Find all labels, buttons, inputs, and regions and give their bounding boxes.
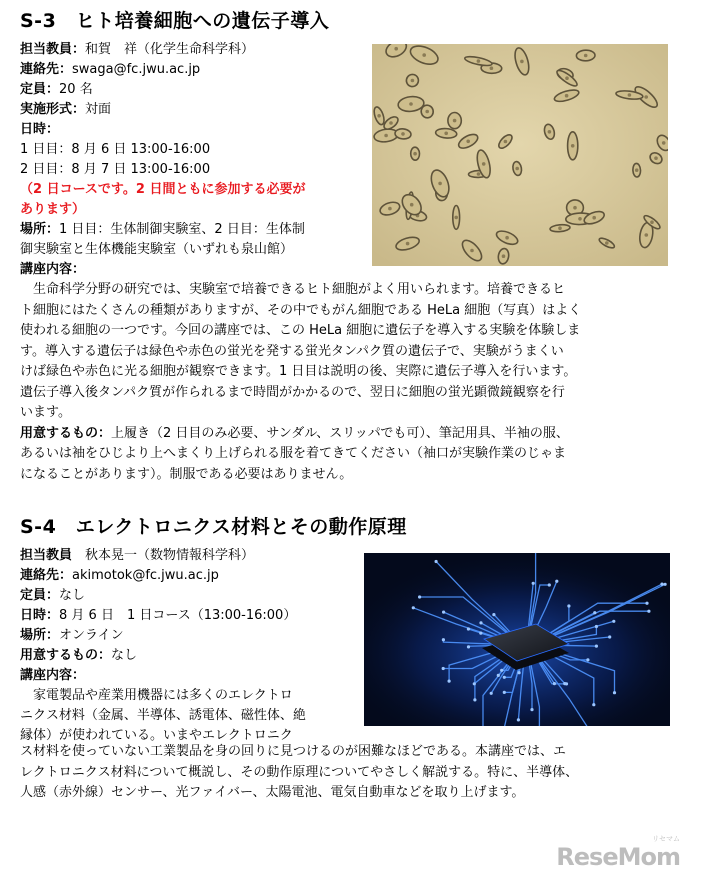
s4-title: S-4 エレクトロニクス材料とその動作原理: [20, 516, 407, 538]
cell-nucleus: [388, 207, 392, 211]
s3-content-line-7: います。: [20, 405, 71, 420]
circuit-pad: [567, 604, 570, 607]
cell-nucleus: [477, 172, 481, 176]
s4-details: [20, 546, 306, 746]
circuit-pad: [517, 718, 520, 721]
cell-nucleus: [662, 141, 666, 145]
cell-nucleus: [578, 217, 582, 221]
cell-nucleus: [438, 182, 442, 186]
circuit-pad: [595, 625, 598, 628]
s4-place: オンライン: [59, 628, 124, 643]
cell-nucleus: [389, 121, 393, 125]
s3-content-label: 講座内容：: [20, 262, 86, 277]
s4-content-wide-3: 人感（赤外線）センサー、光ファイバー、太陽電池、電気自動車などを取り上げます。: [20, 785, 525, 800]
s3-place-line2: 御実験室と生体機能実験室（いずれも泉山館）: [20, 242, 294, 257]
cell-nucleus: [628, 93, 632, 97]
s4-content-narrow-2: ニクス材料（金属、半導体、誘電体、磁性体、絶: [20, 708, 306, 723]
s3-items-line3: になることがあります）。制服である必要はありません。: [20, 466, 353, 482]
s3-teacher-label: 担当教員：: [20, 42, 86, 57]
resemom-logo-small: リセマム: [652, 835, 680, 843]
cell-nucleus: [584, 54, 588, 58]
cell-nucleus: [644, 95, 648, 99]
resemom-logo-text: ReseMom: [556, 843, 680, 871]
circuit-pad: [608, 635, 611, 638]
circuit-pad: [555, 580, 558, 583]
cell-nucleus: [410, 203, 414, 207]
s3-note-line1: （2 日コースです。2 日間ともに参加する必要が: [20, 182, 306, 197]
s3-place-label: 場所：: [20, 222, 60, 237]
cell-nucleus: [453, 119, 457, 123]
s4-contact-row: [20, 566, 306, 586]
s3-items-line2: あるいは袖をひじより上へまくり上げられる服を着てきてください（袖口が実験作業のじゃま: [20, 446, 567, 461]
s3-content: [20, 280, 682, 485]
circuit-pad: [593, 611, 596, 614]
circuit-pad: [532, 582, 535, 585]
circuit-pad: [448, 680, 451, 683]
s3-note-line2: あります）: [20, 202, 86, 217]
s4-content-narrow-3: 縁体）が使われている。いまやエレクトロニク: [20, 728, 293, 743]
cell-nucleus: [515, 167, 519, 171]
s4-datetime-row: [20, 606, 306, 626]
s4-items-row: [20, 646, 306, 666]
cell-nucleus: [505, 236, 509, 240]
s4-capacity: なし: [59, 588, 86, 603]
s4-place-label: 場所：: [20, 628, 60, 643]
circuit-pad: [647, 610, 650, 613]
s3-content-line-6: 遺伝子導入後タンパク質が作られるまで時間がかかるので、翌日に細胞の蛍光顕微鏡観察を行: [20, 384, 565, 400]
s3-content-line-3: 使われる細胞の一つです。今回の講座では、この HeLa 細胞に遺伝子を導入する実験を体験しま: [20, 323, 581, 338]
s3-details: [20, 40, 305, 280]
circuit-pad: [479, 621, 482, 624]
cell-nucleus: [504, 140, 508, 144]
s4-contact-label: 連絡先：: [20, 568, 73, 583]
cell-nucleus: [520, 60, 524, 64]
s4-place-row: [20, 626, 306, 646]
s3-capacity: 20 名: [59, 82, 93, 97]
s3-teacher-row: [20, 40, 305, 60]
s3-items-row: [20, 424, 682, 445]
cell-nucleus: [406, 242, 410, 246]
circuit-pad: [479, 632, 482, 635]
circuit-pad: [612, 620, 615, 623]
circuit-pad: [645, 602, 648, 605]
s3-title: S-3 ヒト培養細胞への遺伝子導入: [20, 10, 330, 32]
circuit-pad: [467, 627, 470, 630]
s3-contact: swaga@fc.jwu.ac.jp: [72, 62, 201, 77]
s4-content-wide-2: レクトロニクス材料について概説し、その動作原理についてやさしく解説する。特に、半導体、: [20, 764, 579, 780]
s4-items: なし: [111, 648, 138, 663]
circuit-pad: [613, 691, 616, 694]
circuit-pad: [503, 691, 506, 694]
s4-content-wide: [20, 742, 682, 804]
s3-content-line-2: ト細胞にはたくさんの種類がありますが、その中でもがん細胞である HeLa 細胞（写真）はよく: [20, 302, 582, 318]
s3-place-line1: 1 日目：生体制御実験室、2 日目：生体制: [59, 222, 305, 237]
cell-nucleus: [413, 152, 417, 156]
s4-items-label: 用意するもの：: [20, 648, 112, 663]
resemom-logo: [556, 835, 680, 871]
cell-nucleus: [425, 110, 429, 114]
circuit-board-photo: [364, 553, 670, 726]
circuit-pad: [592, 703, 595, 706]
cell-nucleus: [592, 216, 596, 220]
circuit-pad: [490, 692, 493, 695]
s4-capacity-row: [20, 586, 306, 606]
cell-nucleus: [401, 132, 405, 136]
circuit-pad: [518, 671, 521, 674]
cell-nucleus: [645, 233, 649, 237]
circuit-pad: [473, 682, 476, 685]
s3-contact-row: [20, 60, 305, 80]
cell-nucleus: [635, 168, 639, 172]
cell-nucleus: [654, 156, 658, 160]
s3-items-line1: 上履き（2 日目のみ必要、サンダル、スリッパでも可）、筆記用具、半袖の服、: [111, 425, 569, 441]
s4-content-narrow-1: 家電製品や産業用機器には多くのエレクトロ: [20, 688, 293, 703]
circuit-pad: [553, 682, 556, 685]
s4-content-wide-1: ス材料を使っていない工業製品を身の回りに見つけるのが困難なほどである。本講座では、エ: [20, 744, 567, 759]
circuit-pad: [412, 606, 415, 609]
circuit-pad: [660, 583, 663, 586]
s3-teacher: 和賀 祥（化学生命科学科）: [85, 42, 255, 57]
circuit-pad: [530, 708, 533, 711]
cell-nucleus: [605, 241, 609, 245]
s4-datetime: 8 月 6 日 1 日コース（13:00-16:00）: [59, 608, 297, 623]
cell-nucleus: [565, 76, 569, 80]
s4-datetime-label: 日時：: [20, 608, 60, 623]
cell-nucleus: [377, 114, 381, 118]
cell-nucleus: [482, 162, 486, 166]
cell-nucleus: [573, 206, 577, 210]
circuit-pad: [435, 560, 438, 563]
circuit-pad: [503, 676, 506, 679]
circuit-pad: [497, 674, 500, 677]
cell-nucleus: [466, 140, 470, 144]
s3-capacity-label: 定員：: [20, 82, 60, 97]
s3-datetime-label: 日時：: [20, 122, 60, 137]
s3-contact-label: 連絡先：: [20, 62, 73, 77]
s3-capacity-row: [20, 80, 305, 100]
circuit-pad: [442, 667, 445, 670]
cell-nucleus: [502, 254, 506, 258]
s3-format-row: [20, 100, 305, 120]
cell-nucleus: [571, 144, 575, 148]
circuit-pad: [500, 669, 503, 672]
cell-nucleus: [422, 53, 426, 57]
hela-cell-photo: [372, 44, 668, 266]
circuit-pad: [664, 583, 667, 586]
s3-content-line-1: 生命科学分野の研究では、実験室で培養できるヒト細胞がよく用いられます。培養できるヒ: [20, 282, 565, 297]
cell-nucleus: [394, 47, 398, 51]
cell-nucleus: [490, 66, 494, 70]
circuit-pad: [565, 682, 568, 685]
circuit-pad: [442, 638, 445, 641]
circuit-pad: [467, 645, 470, 648]
circuit-pad: [442, 611, 445, 614]
s3-format-label: 実施形式：: [20, 102, 86, 117]
circuit-pad: [492, 613, 495, 616]
cell-nucleus: [650, 220, 654, 224]
s3-place-row: [20, 220, 305, 240]
s3-items-label: 用意するもの：: [20, 425, 112, 441]
s3-content-line-5: けば緑色や赤色に光る細胞が観察できます。1 日目は説明の後、実際に遺伝子導入を行います。: [20, 364, 577, 379]
cell-nucleus: [411, 79, 415, 83]
circuit-pad: [586, 658, 589, 661]
s4-content-label: 講座内容：: [20, 668, 86, 683]
cell-nucleus: [477, 59, 481, 63]
cell-nucleus: [454, 216, 458, 220]
s4-contact: akimotok@fc.jwu.ac.jp: [72, 568, 219, 583]
s4-teacher-row: [20, 546, 306, 566]
s3-day1: 1 日目：8 月 6 日 13:00-16:00: [20, 142, 211, 157]
s3-datetime-row: [20, 120, 305, 140]
cell-nucleus: [470, 249, 474, 253]
s4-teacher-label: 担当教員: [20, 548, 73, 563]
s4-capacity-label: 定員：: [20, 588, 60, 603]
s3-content-line-4: す。導入する遺伝子は緑色や赤色の蛍光を発する蛍光タンパク質の遺伝子で、実験がうまくい: [20, 343, 564, 359]
circuit-pad: [548, 583, 551, 586]
s4-teacher: 秋本晃一（数物情報科学科）: [72, 548, 255, 563]
cell-nucleus: [565, 94, 569, 98]
cell-nucleus: [444, 132, 448, 136]
s3-day2: 2 日目：8 月 7 日 13:00-16:00: [20, 162, 211, 177]
cell-nucleus: [548, 130, 552, 134]
s3-format: 対面: [85, 102, 112, 117]
circuit-pad: [418, 595, 421, 598]
circuit-pad: [473, 698, 476, 701]
cell-nucleus: [558, 226, 562, 230]
cell-nucleus: [409, 102, 413, 106]
cell-nucleus: [384, 134, 388, 138]
circuit-pad: [595, 645, 598, 648]
